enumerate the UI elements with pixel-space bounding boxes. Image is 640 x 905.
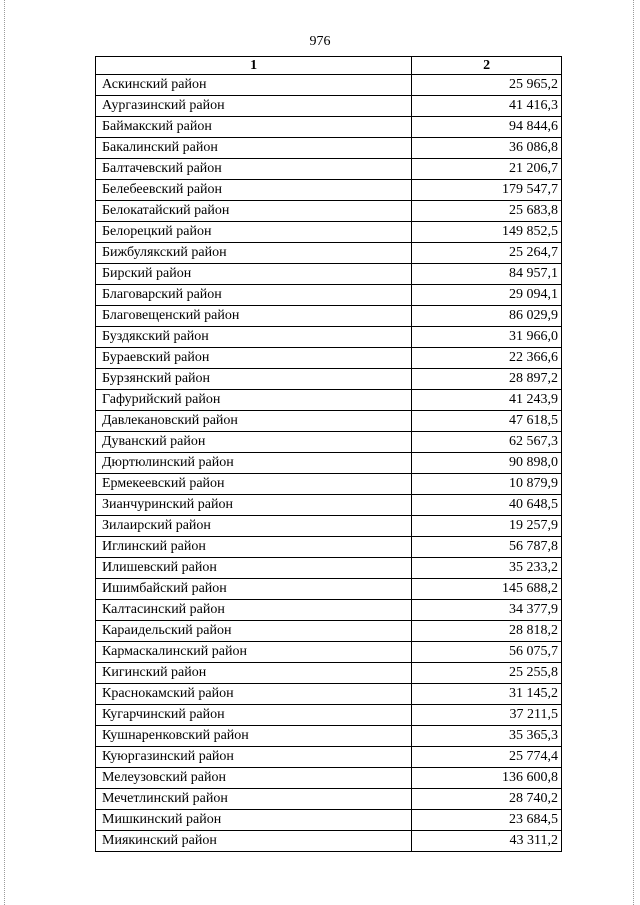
- district-name-cell: Белебеевский район: [96, 180, 412, 201]
- table-row: [96, 537, 562, 558]
- scan-edge-right: [633, 0, 634, 905]
- district-name-cell: Зианчуринский район: [96, 495, 412, 516]
- table-row: [96, 831, 562, 852]
- table-row: [96, 642, 562, 663]
- district-name-cell: Кугарчинский район: [96, 705, 412, 726]
- table-header-row: [96, 57, 562, 75]
- table-row: [96, 558, 562, 579]
- amount-cell: 28 740,2: [412, 789, 562, 810]
- district-name-cell: Иглинский район: [96, 537, 412, 558]
- amount-cell: 25 774,4: [412, 747, 562, 768]
- district-name-cell: Балтачевский район: [96, 159, 412, 180]
- amount-cell: 28 818,2: [412, 621, 562, 642]
- district-name-cell: Аургазинский район: [96, 96, 412, 117]
- table-row: [96, 327, 562, 348]
- table-row: [96, 159, 562, 180]
- district-name-cell: Караидельский район: [96, 621, 412, 642]
- amount-cell: 145 688,2: [412, 579, 562, 600]
- district-name-cell: Мишкинский район: [96, 810, 412, 831]
- table-row: [96, 285, 562, 306]
- amount-cell: 25 683,8: [412, 201, 562, 222]
- table-row: [96, 474, 562, 495]
- amount-cell: 36 086,8: [412, 138, 562, 159]
- district-name-cell: Калтасинский район: [96, 600, 412, 621]
- table-row: [96, 348, 562, 369]
- district-name-cell: Баймакский район: [96, 117, 412, 138]
- district-name-cell: Мечетлинский район: [96, 789, 412, 810]
- table-row: [96, 768, 562, 789]
- district-name-cell: Илишевский район: [96, 558, 412, 579]
- amount-cell: 86 029,9: [412, 306, 562, 327]
- amount-cell: 43 311,2: [412, 831, 562, 852]
- table-row: [96, 264, 562, 285]
- amount-cell: 84 957,1: [412, 264, 562, 285]
- table-row: [96, 453, 562, 474]
- table-row: [96, 810, 562, 831]
- table-row: [96, 579, 562, 600]
- table-row: [96, 180, 562, 201]
- column-header-1: 1: [96, 57, 412, 75]
- amount-cell: 40 648,5: [412, 495, 562, 516]
- district-name-cell: Давлекановский район: [96, 411, 412, 432]
- table-row: [96, 726, 562, 747]
- table-row: [96, 306, 562, 327]
- amount-cell: 34 377,9: [412, 600, 562, 621]
- district-name-cell: Гафурийский район: [96, 390, 412, 411]
- table-row: [96, 516, 562, 537]
- amount-cell: 35 233,2: [412, 558, 562, 579]
- district-table: [95, 56, 562, 852]
- amount-cell: 21 206,7: [412, 159, 562, 180]
- amount-cell: 25 255,8: [412, 663, 562, 684]
- amount-cell: 19 257,9: [412, 516, 562, 537]
- amount-cell: 90 898,0: [412, 453, 562, 474]
- amount-cell: 41 416,3: [412, 96, 562, 117]
- table-row: [96, 705, 562, 726]
- amount-cell: 136 600,8: [412, 768, 562, 789]
- table-row: [96, 369, 562, 390]
- amount-cell: 31 145,2: [412, 684, 562, 705]
- district-name-cell: Кушнаренковский район: [96, 726, 412, 747]
- amount-cell: 56 075,7: [412, 642, 562, 663]
- district-name-cell: Бижбулякский район: [96, 243, 412, 264]
- district-name-cell: Бирский район: [96, 264, 412, 285]
- amount-cell: 149 852,5: [412, 222, 562, 243]
- table-row: [96, 75, 562, 96]
- district-name-cell: Миякинский район: [96, 831, 412, 852]
- table-row: [96, 138, 562, 159]
- amount-cell: 22 366,6: [412, 348, 562, 369]
- table-row: [96, 201, 562, 222]
- amount-cell: 35 365,3: [412, 726, 562, 747]
- amount-cell: 41 243,9: [412, 390, 562, 411]
- district-name-cell: Буздякский район: [96, 327, 412, 348]
- scan-edge-left: [4, 0, 5, 905]
- amount-cell: 62 567,3: [412, 432, 562, 453]
- amount-cell: 37 211,5: [412, 705, 562, 726]
- table-row: [96, 789, 562, 810]
- table-row: [96, 747, 562, 768]
- column-header-2: 2: [412, 57, 562, 75]
- district-name-cell: Благовещенский район: [96, 306, 412, 327]
- amount-cell: 29 094,1: [412, 285, 562, 306]
- amount-cell: 47 618,5: [412, 411, 562, 432]
- table-row: [96, 663, 562, 684]
- amount-cell: 25 965,2: [412, 75, 562, 96]
- district-name-cell: Благоварский район: [96, 285, 412, 306]
- amount-cell: 23 684,5: [412, 810, 562, 831]
- district-name-cell: Кармаскалинский район: [96, 642, 412, 663]
- table-row: [96, 495, 562, 516]
- amount-cell: 56 787,8: [412, 537, 562, 558]
- amount-cell: 31 966,0: [412, 327, 562, 348]
- table-row: [96, 432, 562, 453]
- amount-cell: 25 264,7: [412, 243, 562, 264]
- district-name-cell: Дюртюлинский район: [96, 453, 412, 474]
- district-name-cell: Аскинский район: [96, 75, 412, 96]
- district-name-cell: Кигинский район: [96, 663, 412, 684]
- table-row: [96, 600, 562, 621]
- table-row: [96, 621, 562, 642]
- district-name-cell: Белокатайский район: [96, 201, 412, 222]
- table-row: [96, 390, 562, 411]
- amount-cell: 94 844,6: [412, 117, 562, 138]
- table-row: [96, 96, 562, 117]
- amount-cell: 28 897,2: [412, 369, 562, 390]
- district-name-cell: Краснокамский район: [96, 684, 412, 705]
- district-name-cell: Ишимбайский район: [96, 579, 412, 600]
- amount-cell: 10 879,9: [412, 474, 562, 495]
- district-name-cell: Бурзянский район: [96, 369, 412, 390]
- table-row: [96, 243, 562, 264]
- district-name-cell: Бураевский район: [96, 348, 412, 369]
- district-name-cell: Куюргазинский район: [96, 747, 412, 768]
- district-name-cell: Ермекеевский район: [96, 474, 412, 495]
- district-name-cell: Дуванский район: [96, 432, 412, 453]
- district-name-cell: Белорецкий район: [96, 222, 412, 243]
- district-name-cell: Бакалинский район: [96, 138, 412, 159]
- table-row: [96, 411, 562, 432]
- district-name-cell: Зилаирский район: [96, 516, 412, 537]
- amount-cell: 179 547,7: [412, 180, 562, 201]
- table-body: [96, 75, 562, 852]
- table-row: [96, 117, 562, 138]
- page-number: 976: [309, 34, 331, 49]
- table-row: [96, 222, 562, 243]
- district-name-cell: Мелеузовский район: [96, 768, 412, 789]
- table-row: [96, 684, 562, 705]
